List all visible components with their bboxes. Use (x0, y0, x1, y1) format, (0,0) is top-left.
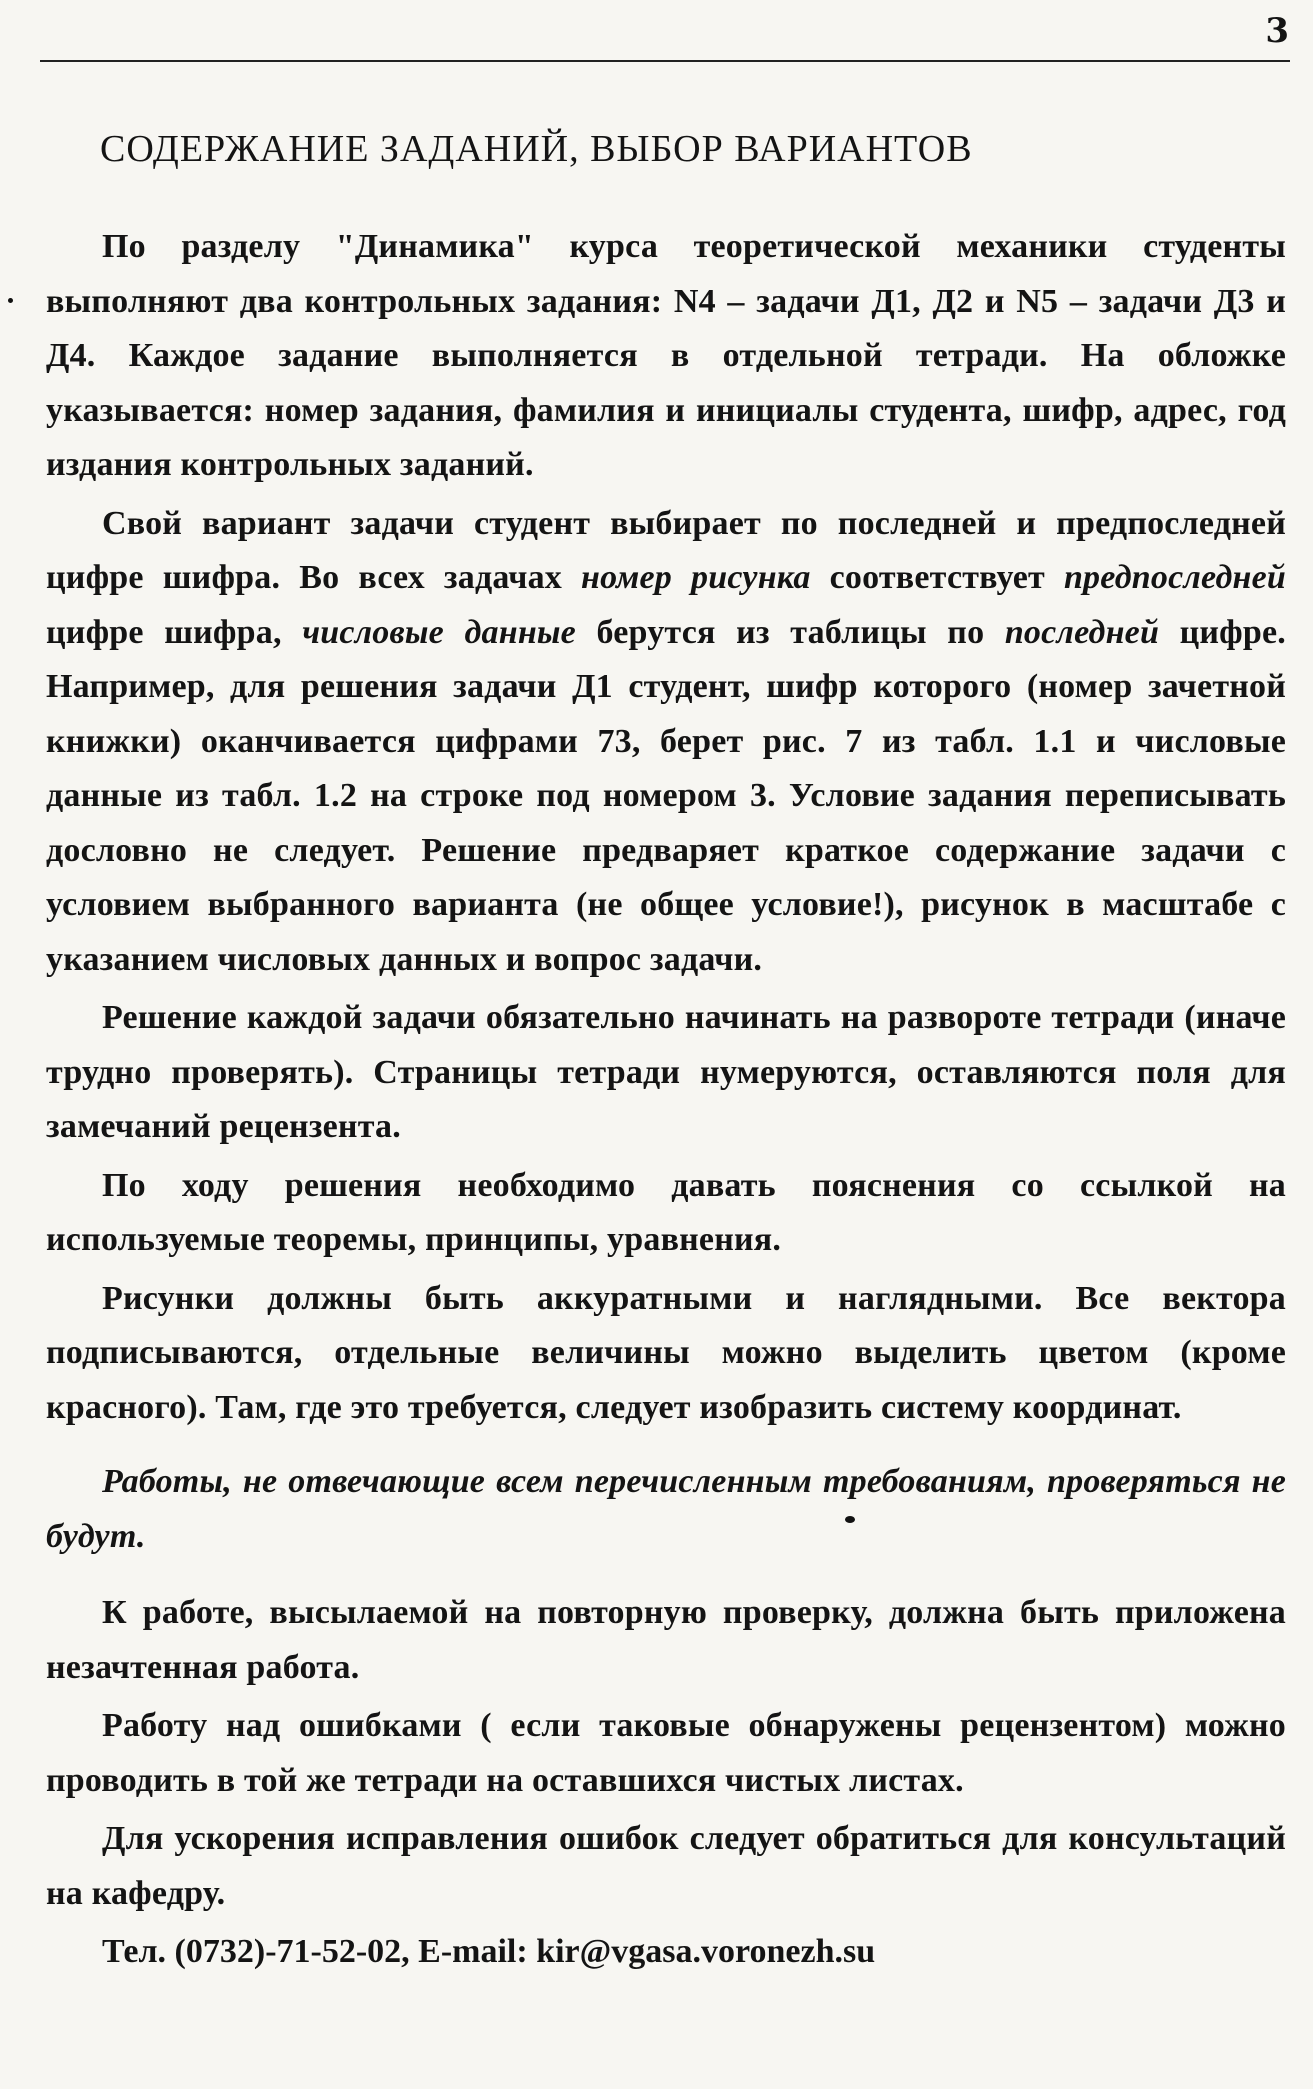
text-run: соответствует (810, 559, 1064, 596)
text-run: цифре. Например, для решения задачи Д1 студент, шифр которого (номер зачетной книжки) оканчивается цифрами 73, берет рис. 7 из табл. 1.1 и числовые данные из табл. 1.2 на строке под номером 3. Условие задания переписывать дословно не следует. Решение предваряет краткое содержание задачи с условием выбранного варианта (не общее условие!), рисунок в масштабе с указанием числовых данных и вопрос задачи. (46, 613, 1287, 978)
emphasis-figure-number: номер рисунка (581, 559, 811, 596)
paragraph-notebook-spread: Решение каждой задачи обязательно начинать на развороте тетради (иначе трудно проверять). Страницы тетради нумеруются, оставляются поля для замечаний рецензента. (46, 999, 1286, 1145)
paragraph-consultation: Для ускорения исправления ошибок следует обратиться для консультаций на кафедру. (46, 1820, 1286, 1912)
section-title: СОДЕРЖАНИЕ ЗАДАНИЙ, ВЫБОР ВАРИАНТОВ (100, 128, 973, 170)
header-rule (40, 60, 1290, 62)
paragraph-warning: Работы, не отвечающие всем перечисленным требованиям, проверяться не будут. (46, 1463, 1286, 1555)
text-run: Свой вариант задачи студент выбирает по последней и предпоследней цифре шифра. Во всех задачах (46, 504, 1286, 596)
paragraph-variant-choice (46, 497, 1286, 988)
ink-speck (845, 1516, 855, 1523)
paragraph-course-tasks: По разделу "Динамика" курса теоретической механики студенты выполняют два контрольных задания: N4 – задачи Д1, Д2 и N5 – задачи Д3 и Д4. Каждое задание выполняется в отдельной тетради. На обложке указывается: номер задания, фамилия и инициалы студента, шифр, адрес, год издания контрольных заданий. (46, 228, 1286, 483)
paragraph-error-correction: Работу над ошибками ( если таковые обнаружены рецензентом) можно проводить в той же тетради на оставшихся чистых листах. (46, 1707, 1286, 1799)
page-content (46, 130, 1286, 1979)
emphasis-last: последней (1004, 613, 1160, 651)
text-run: берутся из таблицы по (575, 613, 1005, 651)
paragraph-resubmission: К работе, высылаемой на повторную проверку, должна быть приложена незачтенная работа. (46, 1594, 1286, 1686)
ink-speck (8, 298, 13, 303)
emphasis-numeric-data: числовые данные (302, 613, 576, 651)
text-run: цифре шифра, (46, 613, 303, 651)
emphasis-penultimate: предпоследней (1063, 559, 1287, 596)
page-number: 3 (1265, 11, 1289, 51)
paragraph-drawings: Рисунки должны быть аккуратными и наглядными. Все вектора подписываются, отдельные величины можно выделить цветом (кроме красного). Там, где это требуется, следует изобразить систему координат. (46, 1279, 1286, 1426)
contact-line: Тел. (0732)-71-52-02, E-mail: kir@vgasa.voronezh.su (102, 1933, 876, 1970)
paragraph-explanations: По ходу решения необходимо давать пояснения со ссылкой на используемые теоремы, принципы, уравнения. (46, 1166, 1286, 1258)
